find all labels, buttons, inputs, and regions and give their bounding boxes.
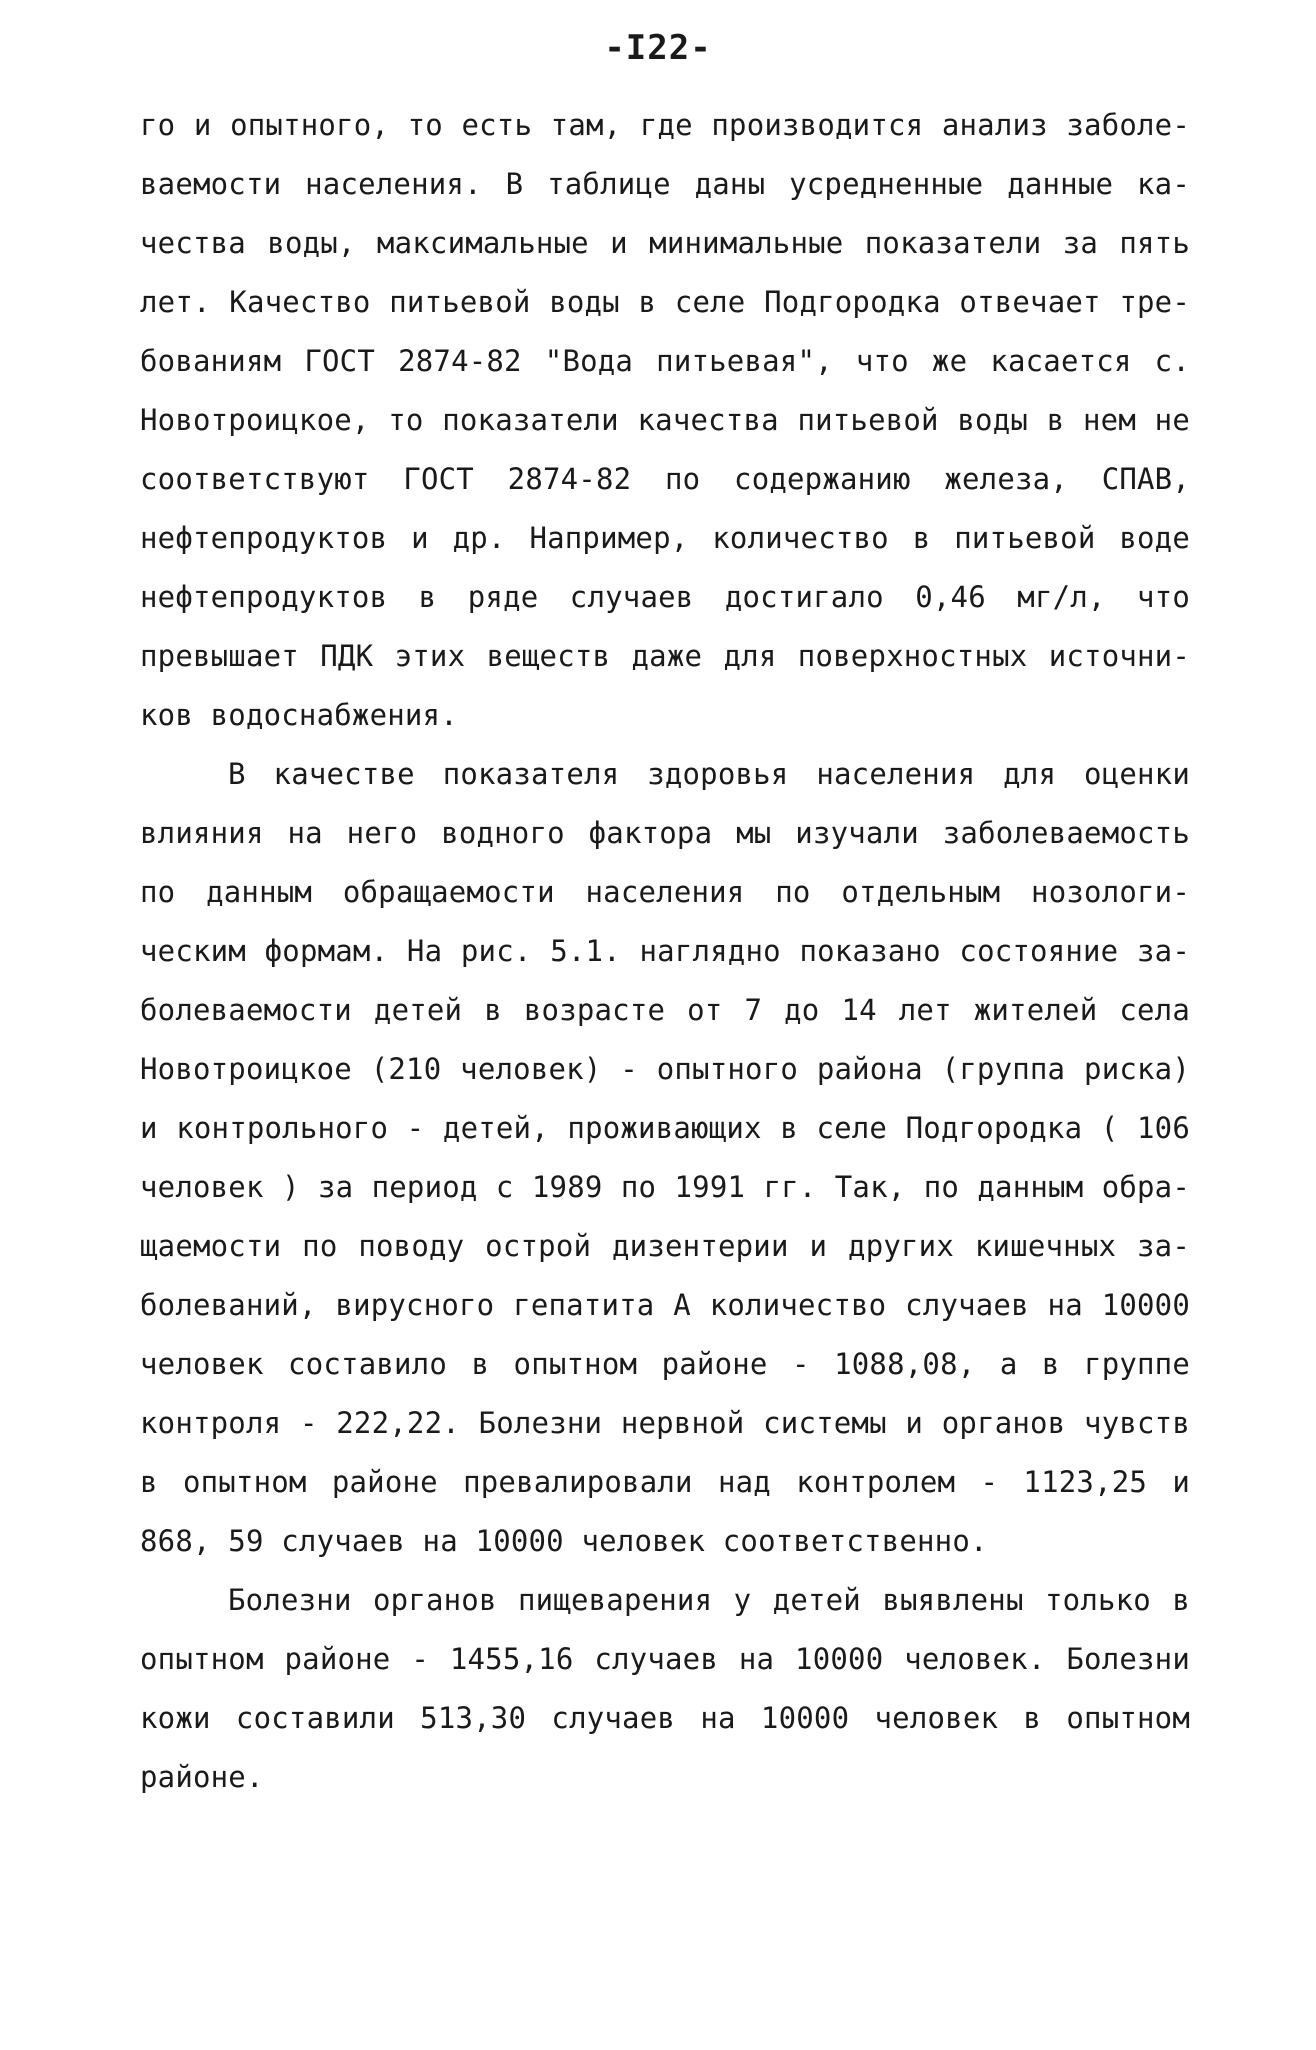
text-line: Новотроицкое (210 человек) - опытного района (группа риска) xyxy=(140,1052,1190,1086)
text-line: кожи составили 513,30 случаев на 10000 человек в опытном xyxy=(140,1701,1190,1735)
paragraph-start-line: Болезни органов пищеварения у детей выявлены только в xyxy=(228,1583,1190,1617)
text-line: болеваний, вирусного гепатита А количество случаев на 10000 xyxy=(140,1288,1190,1322)
text-line: соответствуют ГОСТ 2874-82 по содержанию железа, СПАВ, xyxy=(140,462,1190,496)
text-line: лет. Качество питьевой воды в селе Подгородка отвечает тре- xyxy=(140,285,1190,319)
text-line: 868, 59 случаев на 10000 человек соответственно. xyxy=(140,1524,988,1558)
text-line: нефтепродуктов в ряде случаев достигало 0,46 мг/л, что xyxy=(140,580,1190,614)
body-text xyxy=(140,96,1190,1807)
text-line: человек составило в опытном районе - 1088,08, а в группе xyxy=(140,1347,1190,1381)
text-line: нефтепродуктов и др. Например, количество в питьевой воде xyxy=(140,521,1190,555)
text-line: чества воды, максимальные и минимальные показатели за пять xyxy=(140,226,1190,260)
text-line: опытном районе - 1455,16 случаев на 10000 человек. Болезни xyxy=(140,1642,1190,1676)
text-line: ков водоснабжения. xyxy=(140,698,458,732)
paragraph-start-line: В качестве показателя здоровья населения для оценки xyxy=(228,757,1190,791)
text-line: и контрольного - детей, проживающих в селе Подгородка ( 106 xyxy=(140,1111,1190,1145)
text-line: по данным обращаемости населения по отдельным нозологи- xyxy=(140,875,1190,909)
text-line: ческим формам. На рис. 5.1. наглядно показано состояние за- xyxy=(140,934,1190,968)
page-number: -I22- xyxy=(604,28,712,68)
text-line: щаемости по поводу острой дизентерии и других кишечных за- xyxy=(140,1229,1190,1263)
text-line: ваемости населения. В таблице даны усредненные данные ка- xyxy=(140,167,1190,201)
text-line: бованиям ГОСТ 2874-82 "Вода питьевая", что же касается с. xyxy=(140,344,1190,378)
text-line: Новотроицкое, то показатели качества питьевой воды в нем не xyxy=(140,403,1190,437)
text-line: районе. xyxy=(140,1760,264,1794)
text-line: в опытном районе превалировали над контролем - 1123,25 и xyxy=(140,1465,1190,1499)
text-line: контроля - 222,22. Болезни нервной системы и органов чувств xyxy=(140,1406,1190,1440)
text-line: влияния на него водного фактора мы изучали заболеваемость xyxy=(140,816,1190,850)
text-line: превышает ПДК этих веществ даже для поверхностных источни- xyxy=(140,639,1190,673)
text-line: го и опытного, то есть там, где производится анализ заболе- xyxy=(140,108,1190,142)
text-line: человек ) за период с 1989 по 1991 гг. Так, по данным обра- xyxy=(140,1170,1190,1204)
text-line: болеваемости детей в возрасте от 7 до 14 лет жителей села xyxy=(140,993,1190,1027)
